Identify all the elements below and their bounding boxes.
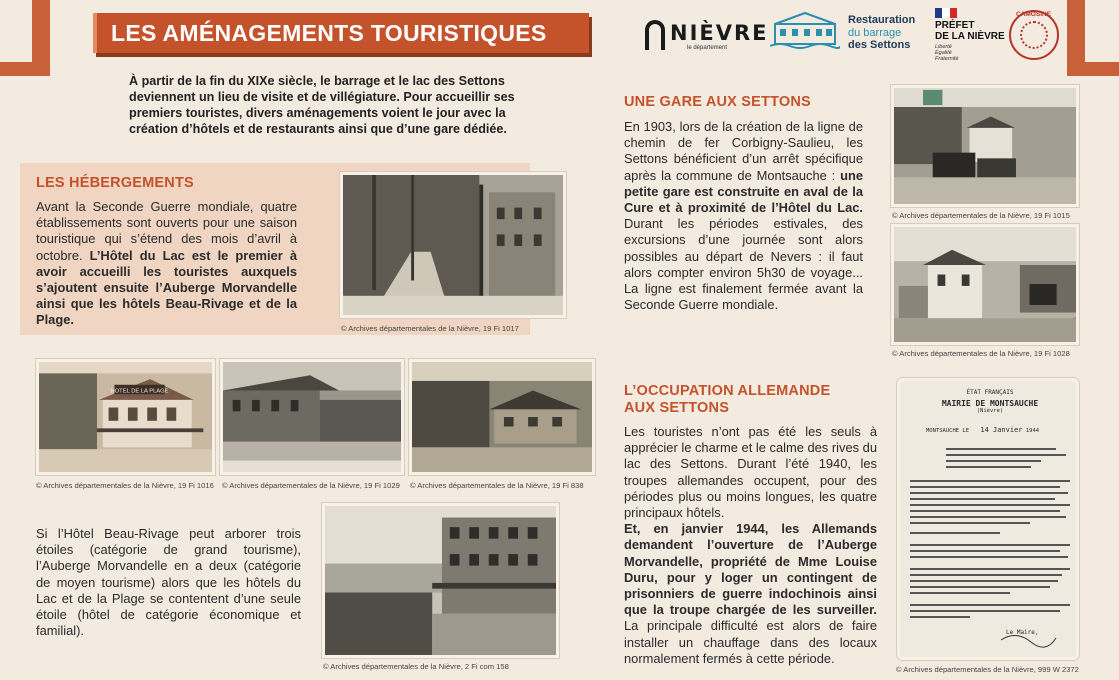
hebergements-heading: LES HÉBERGEMENTS [36,175,194,191]
camosine-logo [1009,10,1059,60]
barrage-logo-line3: des Settons [848,39,911,51]
photo-gare-des-settons-train [891,85,1079,207]
partner-logos [645,8,1065,63]
gare-heading: UNE GARE AUX SETTONS [624,94,811,110]
barrage-building-icon [770,10,840,50]
photo-hotel-beau-rivage [322,503,559,658]
plage-sign-text: HOTEL DE LA PLAGE [110,388,169,395]
photo-gare-des-settons [891,224,1079,345]
prefet-logo [935,8,1005,63]
hebergements-text: Avant la Seconde Guerre mondiale, quatre établissements sont ouverts pour une saison touristique qui s’étend des mois d’avril à octobre. L’Hôtel du Lac est le premier à avoir accueilli les touristes auxquels s’ajoutent ensuite l’Auberge Morvandelle ainsi que les hôtels Beau-Rivage et de la Plage. [36,199,297,328]
photo-avenue-du-lac [340,172,566,318]
barrage-logo-line2: du barrage [848,27,902,39]
caption-19-fi-1017: © Archives départementales de la Nièvre, 19 Fi 1017 [341,324,519,333]
caption-19-fi-838: © Archives départementales de la Nièvre, 19 Fi 838 [410,481,584,490]
corner-decoration-right-inner [1085,0,1119,62]
caption-19-fi-1028: © Archives départementales de la Nièvre, 19 Fi 1028 [892,349,1070,358]
nievre-logo [645,18,769,54]
barrage-logo-line1: Restauration [848,14,916,26]
etoiles-text: Si l’Hôtel Beau-Rivage peut arborer trois étoiles (catégorie de grand tourisme), l’Auberge Morvandelle en a deux (catégorie de moyen tourisme) alors que les hôtels du Lac et de la Plage se contentent d’une seule étoile (hôtel de catégorie économique et familial). [36,526,301,639]
caption-19-fi-1016: © Archives départementales de la Nièvre, 19 Fi 1016 [36,481,214,490]
gare-text: En 1903, lors de la création de la ligne de chemin de fer Corbigny-Saulieu, les Settons bénéficient d’un arrêt spécifique après la commune de Montsauche : une petite gare est construite en aval de la Cure et à proximité de l’Hôtel du Lac. Durant les périodes estivales, des excursions d’une journée sont alors possibles au départ de Nevers : il faut alors compter environ 5h30 de voyage... La ligne est finalement fermée avant la Seconde Guerre mondiale. [624,119,863,313]
photo-chalet-morvandelle [409,359,595,475]
occupation-text: Les touristes n’ont pas été les seuls à apprécier le charme et le calme des rives du lac des Settons. Durant l’été 1940, les troupes allemandes occupent, pour des périodes plus ou moins longues, les quatre principaux hôtels. Et, en janvier 1944, les Allemands demandent l’ouverture de l’Auberge Morvandelle, propriété de Mme Louise Duru, pour y loger un contingent de prisonniers de guerre indochinois ainsi que la troupe chargée de les surveiller. La principale difficulté est alors de faire installer un chauffage dans des locaux normalement fermés à cette période. [624,424,877,666]
caption-19-fi-1015: © Archives départementales de la Nièvre, 19 Fi 1015 [892,211,1070,220]
camosine-logo-name: CAMOSINE [1016,11,1052,18]
nievre-mark-icon [645,20,665,50]
occupation-heading: L’OCCUPATION ALLEMANDE AUX SETTONS [624,383,831,416]
corner-decoration-left-inner [0,0,32,62]
barrage-logo [770,8,920,60]
nievre-logo-name: NIÈVRE [670,21,769,45]
caption-2-fi-com-158: © Archives départementales de la Nièvre, 2 Fi com 158 [323,662,509,671]
caption-999-w-2372: © Archives départementales de la Nièvre, 999 W 2372 [896,665,1079,674]
french-flag-icon [935,8,957,18]
mairie-letter-signature: Le Maire, [1006,629,1039,636]
caption-19-fi-1029: © Archives départementales de la Nièvre, 19 Fi 1029 [222,481,400,490]
prefet-logo-text: PRÉFET DE LA NIÈVRE [935,20,1005,42]
nievre-logo-subtitle: le département [687,45,728,51]
photo-hotel-de-la-plage [36,359,215,475]
page-title: LES AMÉNAGEMENTS TOURISTIQUES [93,13,589,53]
photo-auberge-morvandelle-facade [220,359,404,475]
photo-lettre-mairie-montsauche: ÉTAT FRANÇAIS MAIRIE DE MONTSAUCHE (Nièvre) MONTSAUCHE LE 14 Janvier 1944 Le Maire, [897,378,1079,660]
prefet-motto: Liberté Égalité Fraternité [935,44,959,62]
intro-paragraph: À partir de la fin du XIXe siècle, le barrage et le lac des Settons deviennent un lieu de visite et de villégiature. Pour accueillir ses premiers touristes, divers aménagements voient le jour avec la création d’hôtels et de restaurants ainsi que d’une gare dédiée. [129,74,515,136]
camosine-emblem-icon [1020,21,1048,49]
